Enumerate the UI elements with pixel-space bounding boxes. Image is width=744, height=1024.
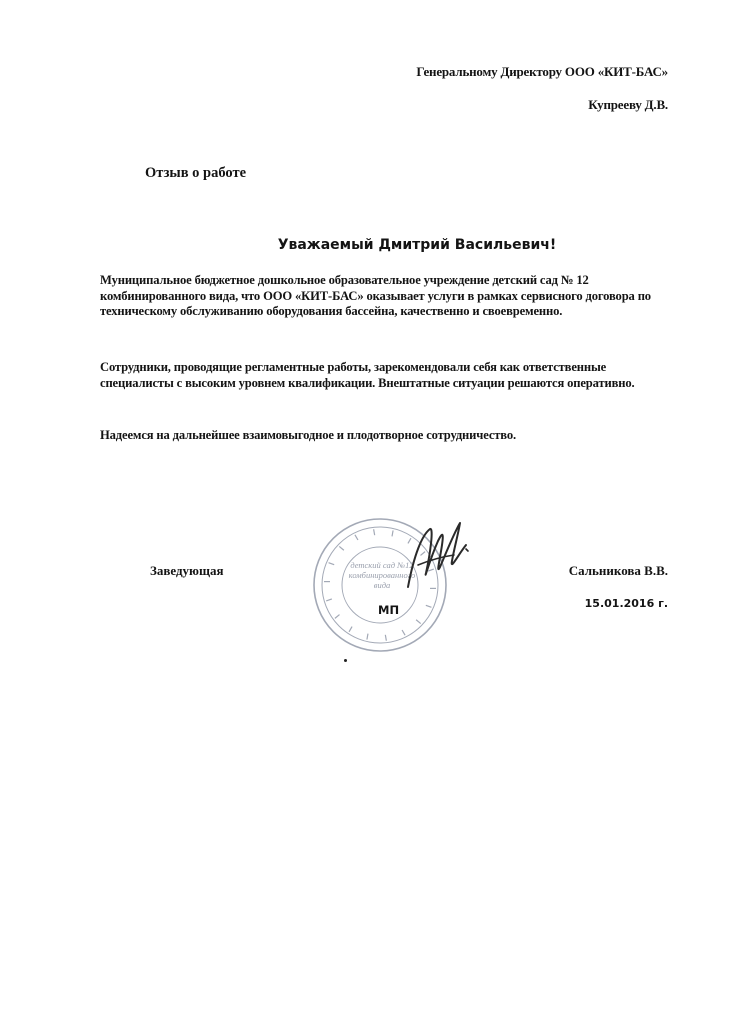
- addressee-recipient: Генеральному Директору ООО «КИТ-БАС»: [416, 64, 668, 79]
- handwritten-signature: [400, 515, 475, 605]
- body-paragraph-2: Сотрудники, проводящие регламентные работы, зарекомендовали себя как ответственные специалисты с высоким уровнем квалификации. Внештатные ситуации решаются оперативно.: [100, 360, 635, 390]
- stray-dot: [344, 659, 347, 662]
- seal-label: МП: [378, 603, 400, 617]
- stamp-lettering: детский сад №12 комбинированного вида: [348, 560, 416, 590]
- body-paragraph-3: Надеемся на дальнейшее взаимовыгодное и плодотворное сотрудничество.: [100, 428, 517, 442]
- document-title: Отзыв о работе: [145, 165, 247, 181]
- addressee-name: Купрееву Д.В.: [588, 97, 668, 112]
- salutation: Уважаемый Дмитрий Васильевич!: [277, 237, 557, 253]
- signatory-name: Сальникова В.В.: [568, 563, 668, 578]
- signature-date: 15.01.2016 г.: [584, 597, 668, 610]
- signatory-position: Заведующая: [150, 563, 224, 578]
- body-paragraph-1: Муниципальное бюджетное дошкольное образовательное учреждение детский сад № 12 комбинированного вида, что ООО «КИТ-БАС» оказывает услуги в рамках сервисного договора по техническому обслуживанию оборудования бассейна, качественно и своевременно.: [100, 273, 651, 318]
